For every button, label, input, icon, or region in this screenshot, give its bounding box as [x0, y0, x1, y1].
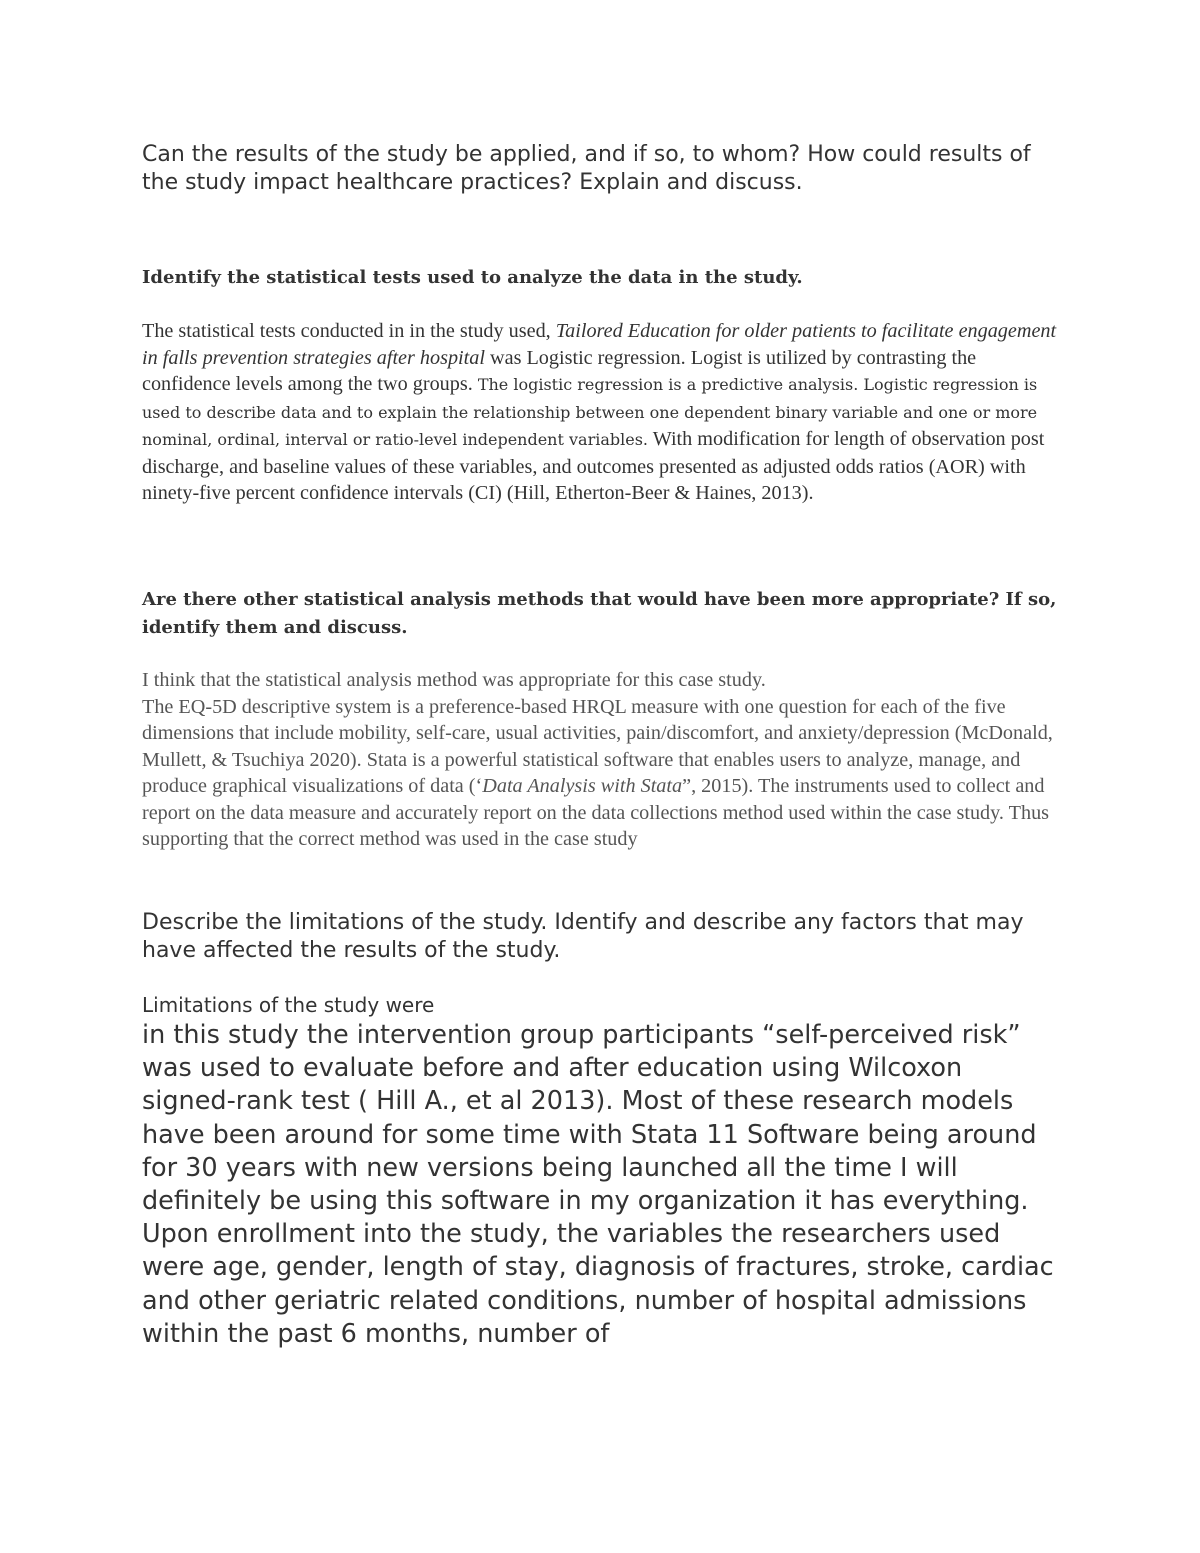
document-page [142, 0, 1062, 1553]
statistical-tests-paragraph [142, 318, 1057, 507]
limitations-body: in this study the intervention group participants “self-perceived risk” was used to evaluate before and after education using Wilcoxon signed-rank test ( Hill A., et al 2013). Most of these research models have been around for some time with Stata 11 Software being around for 30 years with new versions being launched all the time I will definitely be using this software in my organization it has everything. Upon enrollment into the study, the variables the researchers used were age, gender, length of stay, diagnosis of fractures, stroke, cardiac and other geriatric related conditions, number of hospital admissions within the past 6 months, number of [142, 1020, 1054, 1349]
eq5d-text: The EQ-5D descriptive system is a preference-based HRQL measure with one question for each of the five dimensions that include mobility, self-care, usual activities, pain/discomfort, and anxiety/depression (McDonald, Mullett, & Tsuchiya 2020). Stata is a powerful statistical software that enables users to analyze, manage, and produce graphical visualizations of data (‘ [142, 695, 1053, 797]
heading-statistical-tests: Identify the statistical tests used to analyze the data in the study. [142, 267, 803, 288]
heading-other-methods: Are there other statistical analysis methods that would have been more appropriate? If so, identify them and discuss. [142, 589, 1057, 638]
appropriate-rest: ”, 2015). The instruments used to collect and report on the data measure and accurately report on the data collections method used within the case study. Thus supporting that the correct method was used in the case study [142, 775, 1050, 850]
tests-after-title: was Logistic regression. Logist is utilized by contrasting the confidence levels among the two groups. [142, 346, 977, 395]
heading-limitations: Describe the limitations of the study. Identify and describe any factors that may have affected the results of the study. [142, 910, 1024, 963]
appropriate-line-1: I think that the statistical analysis method was appropriate for this case study. [142, 669, 766, 691]
limitations-label: Limitations of the study were [142, 993, 435, 1017]
study-title: Tailored Education for older patients to facilitate engagement in falls prevention strategies after hospital [142, 320, 1057, 369]
appropriate-paragraph [142, 667, 1062, 853]
tests-intro: The statistical tests conducted in in the study used, [142, 320, 556, 342]
tests-conclusion: With modification for length of observation post discharge, and baseline values of these variables, and outcomes presented as adjusted odds ratios (AOR) with ninety-five percent confidence intervals (CI) (Hill, Etherton-Beer & Haines, 2013). [142, 428, 1045, 504]
logistic-definition: The logistic regression is a predictive analysis. Logistic regression is used to describe data and to explain the relationship between one dependent binary variable and one or more nominal, ordinal, interval or ratio-level independent variables. [142, 375, 1038, 449]
citation-title: Data Analysis with Stata [482, 775, 683, 797]
question-apply-results: Can the results of the study be applied, and if so, to whom? How could results of the study impact healthcare practices? Explain and discuss. [142, 142, 1031, 195]
